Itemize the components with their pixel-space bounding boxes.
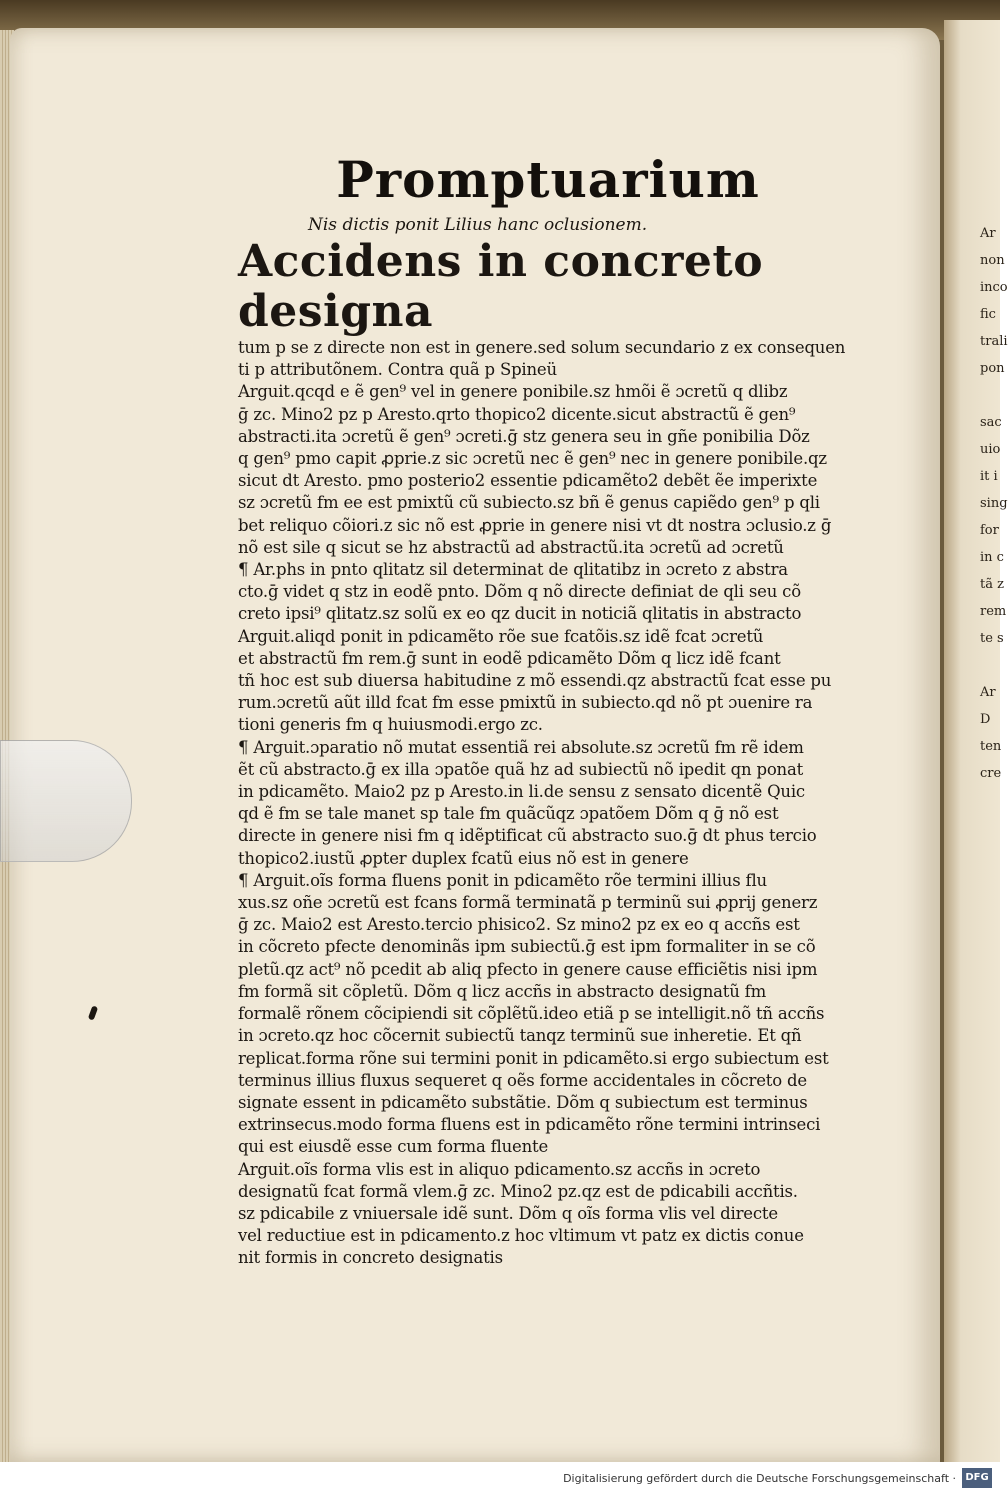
text-line: ti p attributõnem. Contra quã p Spineü: [238, 360, 557, 380]
text-line: rum.ɔcretũ aũt illd fcat fm esse pmixtũ in subiecto.qd nõ pt ɔuenire ra: [238, 693, 813, 713]
page-clip: [0, 740, 132, 862]
text-line: tñ hoc est sub diuersa habitudine z mõ essendi.qz abstractũ fcat esse pu: [238, 671, 832, 691]
text-line: in cõcreto pfecte denominãs ipm subiectũ.ḡ est ipm formaliter in se cõ: [238, 937, 816, 957]
text-line: directe in genere nisi fm q idẽptificat cũ abstracto suo.ḡ dt phus tercio: [238, 826, 817, 846]
text-line: sz pdicabile z vniuersale idẽ sunt. Dõm q oĩs forma vlis vel directe: [238, 1203, 778, 1223]
text-line: Arguit.oĩs forma vlis est in aliquo pdicamento.sz accñs in ɔcreto: [238, 1159, 761, 1179]
body-text: [238, 337, 858, 1270]
text-line: thopico2.iustũ ꝓpter duplex fcatũ eius nõ est in genere: [238, 848, 689, 868]
text-line: fm formã sit cõpletũ. Dõm q licz accñs in abstracto designatũ fm: [238, 981, 767, 1001]
text-line: qd ẽ fm se tale manet sp tale fm quãcũqz ɔpatõem Dõm q ḡ nõ est: [238, 804, 779, 824]
text-line: Arguit.aliqd ponit in pdicamẽto rõe sue fcatõis.sz idẽ fcat ɔcretũ: [238, 626, 764, 646]
text-line: in ɔcreto.qz hoc cõcernit subiectũ tanqz terminũ sue inheretie. Et qñ: [238, 1026, 802, 1046]
text-line: xus.sz oñe ɔcretũ est fcans formã terminatã p terminũ sui ꝓprij generz: [238, 893, 818, 913]
text-line: abstracti.ita ɔcretũ ẽ gen⁹ ɔcreti.ḡ stz genera seu in gñe ponibilia Dõz: [238, 426, 810, 446]
text-line: tum p se z directe non est in genere.sed solum secundario z ex consequen: [238, 338, 846, 357]
text-line: terminus illius fluxus sequeret q oẽs forme accidentales in cõcreto de: [238, 1070, 807, 1090]
text-line: extrinsecus.modo forma fluens est in pdicamẽto rõne termini intrinseci: [238, 1115, 821, 1135]
funding-credit: Digitalisierung gefördert durch die Deutsche Forschungsgemeinschaft ·: [563, 1472, 956, 1485]
text-line: pletũ.qz act⁹ nõ pcedit ab aliq pfecto in genere cause efficiẽtis nisi ipm: [238, 959, 818, 979]
text-line: ¶ Arguit.oĩs forma fluens ponit in pdicamẽto rõe termini illius flu: [238, 870, 767, 890]
text-line: signate essent in pdicamẽto substãtie. Dõm q subiectum est terminus: [238, 1092, 808, 1112]
text-line: Arguit.qcqd e ẽ gen⁹ vel in genere ponibile.sz hmõi ẽ ɔcretũ q dlibz: [238, 382, 788, 402]
text-line: sz ɔcretũ fm ee est pmixtũ cũ subiecto.sz bñ ẽ genus capiẽdo gen⁹ p qli: [238, 493, 820, 513]
text-line: nit formis in concreto designatis: [238, 1248, 503, 1268]
text-line: sicut dt Aresto. pmo posterio2 essentie pdicamẽto2 debẽt ẽe imperixte: [238, 471, 818, 491]
text-line: ḡ zc. Maio2 est Aresto.tercio phisico2. Sz mino2 pz ex eo q accñs est: [238, 915, 800, 935]
text-line: creto ipsi⁹ qlitatz.sz solũ ex eo qz ducit in noticiã qlitatis in abstracto: [238, 604, 802, 624]
text-line: tioni generis fm q huiusmodi.ergo zc.: [238, 715, 543, 735]
text-line: formalẽ rõnem cõcipiendi sit cõplẽtũ.ideo etiã p se intelligit.nõ tñ accñs: [238, 1004, 825, 1024]
section-intro: Nis dictis ponit Lilius hanc oclusionem.: [308, 215, 648, 235]
text-line: bet reliquo cõiori.z sic nõ est ꝓprie in genere nisi vt dt nostra ɔclusio.z ḡ: [238, 515, 832, 535]
running-heading: Promptuarium: [336, 150, 760, 209]
text-line: cto.ḡ videt q stz in eodẽ pnto. Dõm q nõ directe definiat de qli seu cõ: [238, 582, 801, 602]
text-line: ¶ Ar.phs in pnto qlitatz sil determinat de qlitatibz in ɔcreto z abstra: [238, 560, 788, 580]
text-line: replicat.forma rõne sui termini ponit in pdicamẽto.si ergo subiectum est: [238, 1048, 829, 1068]
dfg-logo: DFG: [962, 1468, 992, 1488]
text-line: q gen⁹ pmo capit ꝓprie.z sic ɔcretũ nec ẽ gen⁹ nec in genere ponibile.qz: [238, 449, 827, 469]
facing-page-edge: [944, 20, 1008, 1462]
text-line: designatũ fcat formã vlem.ḡ zc. Mino2 pz.qz est de pdicabili accñtis.: [238, 1181, 798, 1201]
lead-rubric: Accidens in concreto designa: [238, 236, 764, 337]
text-line: ḡ zc. Mino2 pz p Aresto.qrto thopico2 dicente.sicut abstractũ ẽ gen⁹: [238, 404, 796, 424]
text-line: in pdicamẽto. Maio2 pz p Aresto.in li.de sensu z sensato dicentẽ Quic: [238, 782, 805, 802]
text-line: et abstractũ fm rem.ḡ sunt in eodẽ pdicamẽto Dõm q licz idẽ fcant: [238, 648, 781, 668]
text-line: vel reductiue est in pdicamento.z hoc vltimum vt patz ex dictis conue: [238, 1226, 804, 1246]
text-line: qui est eiusdẽ esse cum forma fluente: [238, 1137, 549, 1157]
text-line: nõ est sile q sicut se hz abstractũ ad abstractũ.ita ɔcretũ ad ɔcretũ: [238, 537, 784, 557]
footer-bar: [0, 1462, 1000, 1496]
page-text-block: [238, 150, 858, 1270]
text-line: ¶ Arguit.ɔparatio nõ mutat essentiã rei absolute.sz ɔcretũ fm rẽ idem: [238, 737, 804, 757]
facing-page-fragments: Ar non inco fic trali pon sac uio it i sing for in c tã z rem te s Ar D ten cre: [980, 226, 1008, 781]
text-line: ẽt cũ abstracto.ḡ ex illa ɔpatõe quã hz ad subiectũ nõ ipedit qn ponat: [238, 759, 804, 779]
